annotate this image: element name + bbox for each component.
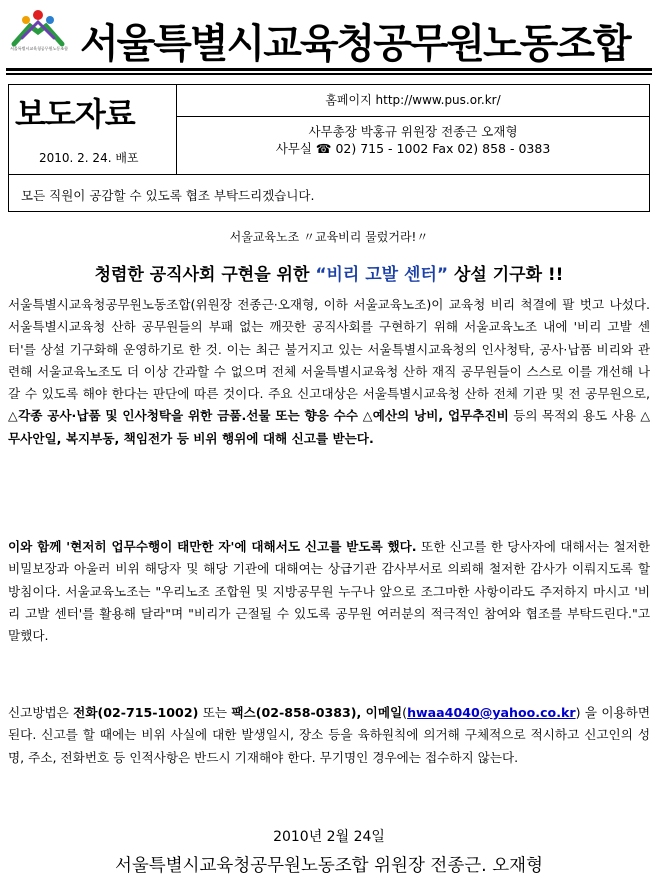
paragraph-1-bold-b: △무사안일, 복지부동, 책임전가 등 비위 행위에 대해 신고를 받는다. [8,408,650,446]
report-or: 또는 [202,705,232,720]
press-info-box [8,84,650,212]
contact-line: 사무실 ☎ 02) 715 - 1002 Fax 02) 858 - 0383 [275,141,551,156]
tagline: 서울교육노조 〃교육비리 물렀거라!〃 [229,230,429,244]
paragraph-1-bold-a: △각종 공사·납품 및 인사청탁을 위한 금품.선물 또는 향응 수수 △예산의 낭비, 업무추진비 [8,408,509,424]
request-cell [9,174,649,212]
report-fax: 팩스(02-858-0383), [231,705,362,720]
headline-highlight: “비리 고발 센터” [315,265,449,285]
report-email-link[interactable]: hwaa4040@yahoo.co.kr [407,705,576,720]
request-text: 모든 직원이 공감할 수 있도록 협조 부탁드리겠습니다. [21,188,315,203]
paragraph-2-text-a: 또한 신고를 한 당사자에 대해서는 철저한 비밀보장과 아울러 비위 해당자 및 해당 기관에 대해여는 상급기관 감사부서로 의뢰해 철저한 감사가 이뤄지도록 할 방침이다. 서울교육노조는 "우리노조 조합원 및 지방공무원 누구나 앞으로 조그마한 사항이라도 주저하지 마시고 '비리 고발 센터'를 활용해 달라"며 "비리가 근절될 수 있도록 공무원 여러분의 적극적인 참여와 협조를 부탁드린다."고 말했다. [8,539,650,644]
contact-cell [177,117,649,174]
homepage-cell [177,85,649,117]
release-date: 2010. 2. 24. 배포 [39,151,139,165]
paragraph-2 [8,536,650,647]
headline-prefix: 청렴한 공직사회 구현을 위한 [94,265,316,285]
paragraph-1-text-b: 등의 목적외 용도 사용 [508,408,641,424]
paragraph-1 [8,294,650,450]
logo-caption: 서울특별시교육청공무원노동조합 [10,46,68,51]
signature-name: 서울특별시교육청공무원노동조합 위원장 전종근. 오재형 [115,856,543,876]
paragraph-1-text-a: 서울특별시교육청공무원노동조합(위원장 전종근·오재형, 이하 서울교육노조)이 교육청 비리 척결에 팔 벗고 나섰다. 서울특별시교육청 산하 공무원들의 부패 없는 깨끗한 공직사회를 구현하기 위해 서울교육노조 내에 '비리 고발 센터'를 상설 기구화해 운영하기로 한 것. 이는 최근 불거지고 있는 서울특별시교육청의 인사청탁, 공사·납품 비리와 관련해 서울교육노조도 더 이상 간과할 수 없으며 전체 서울특별시교육청 산하 재직 공무원들이 스스로 이를 개선해 나갈 수 있도록 해야 한다는 판단에 따른 것이다. 주요 신고대상은 서울특별시교육청 산하 전체 기관 및 전 공무원으로, [8,297,650,402]
press-label-cell [9,85,177,174]
document-header [0,0,658,84]
homepage-text: 홈페이지 http://www.pus.or.kr/ [325,93,501,107]
union-logo-icon [8,8,68,70]
paragraph-3 [8,702,650,769]
report-phone: 전화(02-715-1002) [73,705,199,720]
signature-date: 2010년 2월 24일 [273,829,385,845]
report-method-label: 신고방법은 [8,705,74,720]
email-close-paren: ) [575,705,581,720]
officers-line: 사무총장 박홍규 위원장 전종근 오재형 [308,124,518,139]
headline [0,260,658,285]
press-release-label: 보도자료 [15,95,135,133]
paragraph-2-bold-a: 이와 함께 '현저히 업무수행이 태만한 자'에 대해서도 신고를 받도록 했다. [8,539,417,554]
header-rule-thin [6,73,652,75]
report-method-text: 을 이용하면 된다. 신고를 할 때에는 비위 사실에 대한 발생일시, 장소 등을 육하원칙에 의거해 구체적으로 적시하고 신고인의 성명, 주소, 전화번호 등 인적사항은 반드시 기재해야 한다. 무기명인 경우에는 접수하지 않는다. [8,705,650,765]
report-email-label: 이메일 [365,705,403,720]
email-open-paren: ( [402,705,408,720]
header-rule [6,68,652,71]
organization-title: 서울특별시교육청공무원노동조합 [80,21,630,67]
headline-suffix: 상설 기구화 !! [448,265,564,285]
